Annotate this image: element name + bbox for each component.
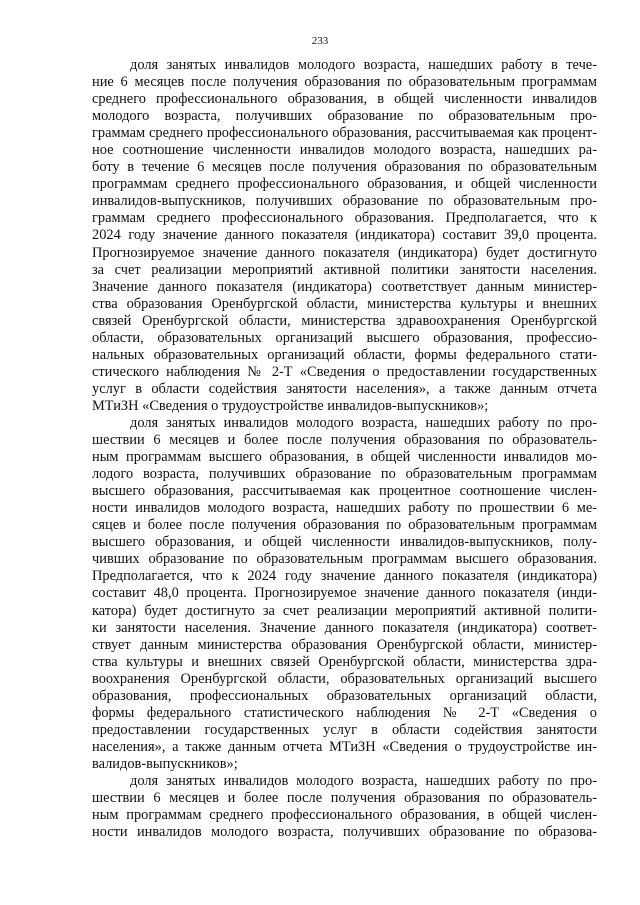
text-line: ствует данным министерства образования Оренбургской области, министер- bbox=[92, 636, 597, 653]
text-line: инвалидов-выпускников, получивших образование по образовательным про- bbox=[92, 193, 597, 210]
text-line: составит 48,0 процента. Прогнозируемое значение данного показателя (инди- bbox=[92, 585, 597, 602]
text-line: области, образовательных организаций высшего образования, профессио- bbox=[92, 329, 597, 346]
text-line: Значение данного показателя (индикатора) соответствует данным министер- bbox=[92, 278, 597, 295]
text-line: Прогнозируемое значение данного показателя (индикатора) будет достигнуто bbox=[92, 244, 597, 261]
text-line: программам среднего профессионального образования, и общей численности bbox=[92, 176, 597, 193]
text-line: катора) будет достигнуто за счет реализации мероприятий активной полити- bbox=[92, 602, 597, 619]
text-line: высшего образования, рассчитываемая как процентное соотношение числен- bbox=[92, 483, 597, 500]
text-line: сяцев и более после получения образования по образовательным программам bbox=[92, 517, 597, 534]
text-line: шествии 6 месяцев и более после получения образования по образователь- bbox=[92, 432, 597, 449]
text-line: граммам среднего профессионального образования, рассчитываемая как процент- bbox=[92, 125, 597, 142]
text-line: воохранения Оренбургской области, образовательных организаций высшего bbox=[92, 670, 597, 687]
text-line: валидов-выпускников»; bbox=[92, 755, 238, 772]
text-line: населения», а также данным отчета МТиЗН «Сведения о трудоустройстве ин- bbox=[92, 738, 597, 755]
text-line: ние 6 месяцев после получения образования по образовательным программам bbox=[92, 74, 597, 91]
text-line: Предполагается, что к 2024 году значение данного показателя (индикатора) bbox=[92, 568, 597, 585]
text-line: ности инвалидов молодого возраста, нашедших работу по прошествии 6 ме- bbox=[92, 500, 597, 517]
paragraph bbox=[92, 415, 597, 773]
text-line: доля занятых инвалидов молодого возраста, нашедших работу по про- bbox=[130, 414, 597, 431]
paragraph bbox=[92, 773, 597, 841]
text-line: услуг в области содействия занятости населения», а также данным отчета bbox=[92, 380, 597, 397]
page-number: 233 bbox=[311, 35, 329, 47]
text-line: доля занятых инвалидов молодого возраста, нашедших работу в тече- bbox=[130, 57, 597, 73]
text-line: ства культуры и внешних связей Оренбургской области, министерства здра- bbox=[92, 653, 597, 670]
text-line: ное соотношение численности инвалидов молодого возраста, нашедших ра- bbox=[92, 142, 597, 159]
text-line: ства образования Оренбургской области, министерства культуры и внешних bbox=[92, 295, 597, 312]
text-line: ности инвалидов молодого возраста, получивших образование по образова- bbox=[92, 824, 597, 841]
text-line: нальных образовательных организаций области, формы федерального стати- bbox=[92, 346, 597, 363]
text-line: МТиЗН «Сведения о трудоустройстве инвалидов-выпускников»; bbox=[92, 397, 489, 414]
text-line: предоставлении государственных услуг в области содействия занятости bbox=[92, 721, 597, 738]
text-line: за счет реализации мероприятий активной политики занятости населения. bbox=[92, 261, 597, 278]
text-line: формы федерального статистического наблюдения № 2-Т «Сведения о bbox=[92, 704, 597, 721]
text-line: высшего образования, и общей численности инвалидов-выпускников, полу- bbox=[92, 534, 597, 551]
text-line: граммам среднего профессионального образования. Предполагается, что к bbox=[92, 210, 597, 227]
text-line: связей Оренбургской области, министерства здравоохранения Оренбургской bbox=[92, 312, 597, 329]
paragraph bbox=[92, 57, 597, 415]
text-line: доля занятых инвалидов молодого возраста, нашедших работу по про- bbox=[130, 772, 597, 789]
text-line: образования, профессиональных образовательных организаций области, bbox=[92, 687, 597, 704]
text-line: среднего профессионального образования, в общей численности инвалидов bbox=[92, 91, 597, 108]
text-line: чивших образование по образовательным программам высшего образования. bbox=[92, 551, 597, 568]
text-line: ным программам среднего профессионального образования, в общей числен- bbox=[92, 807, 597, 824]
body-text bbox=[92, 57, 597, 841]
text-line: лодого возраста, получивших образование по образовательным программам bbox=[92, 466, 597, 483]
text-line: ки занятости населения. Значение данного показателя (индикатора) соответ- bbox=[92, 619, 597, 636]
text-line: ным программам высшего образования, в общей численности инвалидов мо- bbox=[92, 449, 597, 466]
text-line: 2024 году значение данного показателя (индикатора) составит 39,0 процента. bbox=[92, 227, 597, 244]
text-line: боту в течение 6 месяцев после получения образования по образовательным bbox=[92, 159, 597, 176]
text-line: шествии 6 месяцев и более после получения образования по образователь- bbox=[92, 790, 597, 807]
text-line: молодого возраста, получивших образование по образовательным про- bbox=[92, 108, 597, 125]
text-line: стического наблюдения № 2-Т «Сведения о предоставлении государственных bbox=[92, 363, 597, 380]
